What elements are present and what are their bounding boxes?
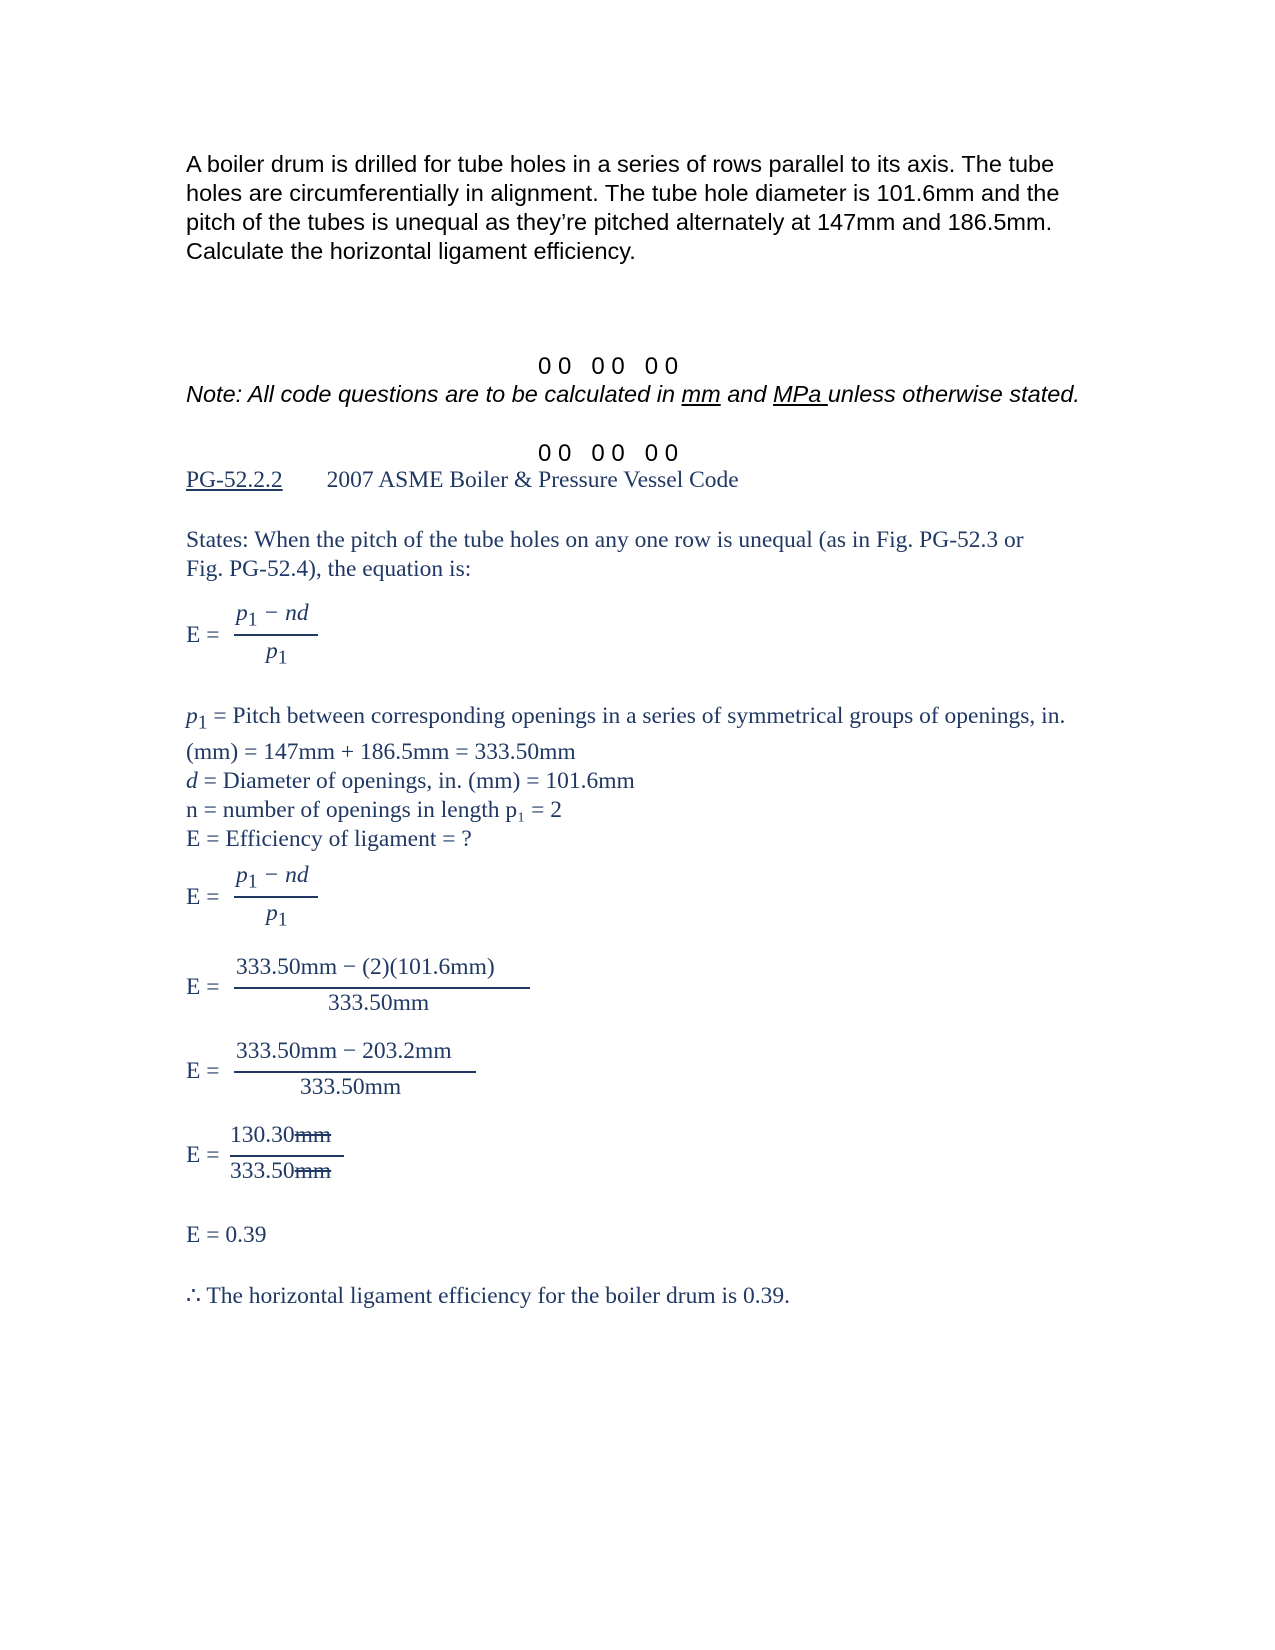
note-suffix: unless otherwise stated. [827,381,1080,407]
fraction-bar [234,987,530,989]
step-numerator: 333.50mm − (2)(101.6mm) [236,954,495,980]
fraction-bar [234,896,318,898]
code-title: 2007 ASME Boiler & Pressure Vessel Code [326,467,739,493]
step-lhs: E = [186,1142,220,1168]
result-value: E = 0.39 [186,1222,267,1248]
note-prefix: Note: All code questions are to be calculated in [186,381,682,407]
fraction-bar [234,1071,476,1073]
step-lhs: E = [186,974,220,1000]
tube-row-2: 0 0 0 0 0 0 [538,440,679,467]
formula-denominator: $p_1$ [266,638,288,669]
definition-n: n = number of openings in length p₁ = 2 [186,796,563,823]
cancelled-unit: mm [294,1122,332,1148]
units-note [186,380,1086,409]
step-denominator: 333.50mm [300,1074,402,1100]
code-section: PG-52.2.2 [186,467,283,493]
note-unit-mpa: MPa [772,381,828,407]
fraction-bar [230,1155,344,1157]
step-denominator: 333.50mm [230,1158,332,1184]
step-denominator: 333.50mm [328,990,430,1016]
problem-statement: A boiler drum is drilled for tube holes in a series of rows parallel to its axis. The tube holes are circumferentially in alignment. The tube hole diameter is 101.6mm and the pitch of the tubes is unequal as they’re pitched alternately at 147mm and 186.5mm. Calculate the horizontal ligament efficiency. [186,151,1060,264]
definitions-list [186,702,1086,854]
step-numerator: 333.50mm − 203.2mm [236,1038,452,1064]
step-lhs: E = [186,1058,220,1084]
note-unit-mm: mm [681,381,721,407]
conclusion: ∴ The horizontal ligament efficiency for the boiler drum is 0.39. [186,1283,791,1309]
fraction-bar [234,634,318,636]
definition-e: E = Efficiency of ligament = ? [186,825,472,852]
tube-row-1: 0 0 0 0 0 0 [538,353,679,380]
formula-denominator: $p_1$ [266,900,288,931]
cancelled-unit: mm [294,1158,332,1184]
code-reference [186,467,739,494]
formula-lhs: E = [186,884,220,910]
formula-numerator: $p_1$ − nd [236,862,309,893]
states-paragraph: States: When the pitch of the tube holes on any one row is unequal (as in Fig. PG-52.3 or Fig. PG-52.4), the equation is: [186,527,1024,582]
definition-d: d = Diameter of openings, in. (mm) = 101.6mm [186,767,635,794]
note-middle: and [720,381,773,407]
formula-lhs: E = [186,622,220,648]
formula-numerator: $p_1$ − nd [236,600,309,631]
step-numerator: 130.30mm [230,1122,332,1148]
definition-p1: $p_1$ = Pitch between corresponding openings in a series of symmetrical groups of openings, in. (mm) = 147mm + 186.5mm = 333.50mm [186,703,1066,765]
